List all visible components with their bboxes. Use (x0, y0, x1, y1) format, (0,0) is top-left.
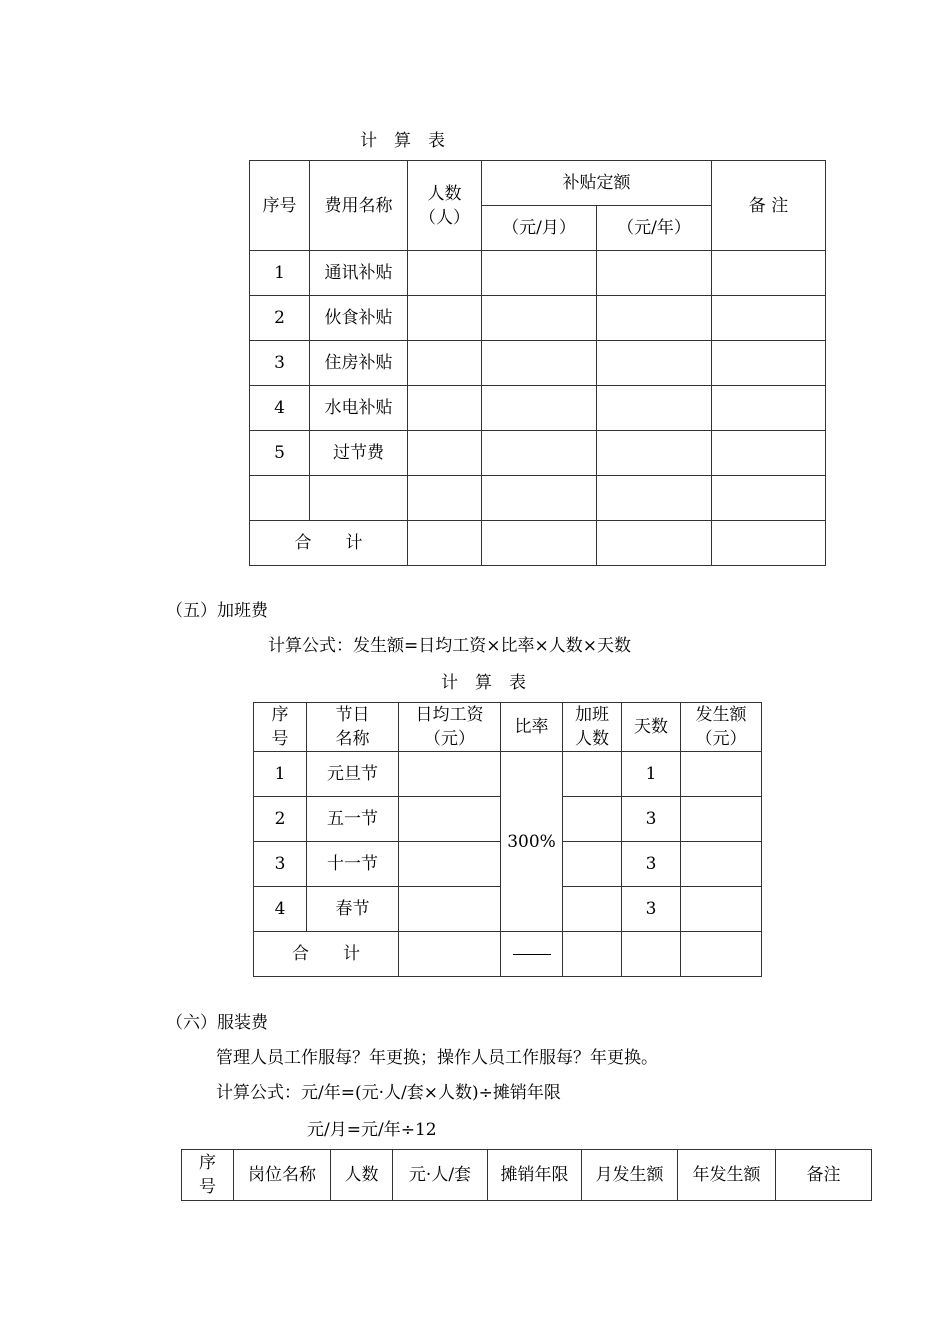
row-name (310, 476, 408, 521)
header-amount (681, 703, 762, 752)
rate-value: 300% (501, 752, 563, 932)
row-holiday: 十一节 (307, 842, 399, 887)
table-row (250, 386, 826, 431)
section5-heading: （五）加班费 (166, 601, 268, 621)
header-yearly-amount: 年发生额 (678, 1150, 776, 1201)
row-name: 过节费 (310, 431, 408, 476)
header-seq: 序号 (250, 161, 310, 251)
header-amount-line2: （元） (695, 729, 747, 749)
section6-heading: （六）服装费 (166, 1013, 268, 1033)
row-seq: 2 (254, 797, 307, 842)
table-row (254, 752, 762, 797)
table1-title: 计 算 表 (360, 131, 445, 151)
header-rate: 比率 (501, 703, 563, 752)
total-row (250, 521, 826, 566)
header-unit-cost: 元·人/套 (393, 1150, 488, 1201)
row-days: 3 (622, 842, 681, 887)
total-row (254, 932, 762, 977)
header-days: 天数 (622, 703, 681, 752)
row-seq: 3 (254, 842, 307, 887)
header-holiday (307, 703, 399, 752)
row-seq: 2 (250, 296, 310, 341)
header-seq-line1: 序 (271, 705, 289, 725)
section5-formula: 计算公式：发生额=日均工资×比率×人数×天数 (268, 636, 631, 656)
table-row (250, 296, 826, 341)
header-daily-wage-line2: （元） (424, 729, 475, 749)
header-remark: 备注 (776, 1150, 872, 1201)
table-row (250, 476, 826, 521)
rate-total-dash (501, 932, 563, 977)
header-monthly-amount: 月发生额 (582, 1150, 678, 1201)
header-people-line1: 人数 (427, 183, 462, 204)
header-amount-line1: 发生额 (695, 705, 747, 725)
subsidy-calc-table (249, 160, 826, 566)
row-name: 伙食补贴 (310, 296, 408, 341)
dash-line (513, 954, 551, 955)
total-label: 合 计 (250, 521, 408, 566)
row-seq: 4 (254, 887, 307, 932)
header-ot-line2: 人数 (575, 729, 609, 749)
row-seq: 1 (250, 251, 310, 296)
header-seq-line2: 号 (199, 1177, 216, 1197)
row-seq: 1 (254, 752, 307, 797)
row-name: 水电补贴 (310, 386, 408, 431)
header-overtime-people (563, 703, 622, 752)
header-seq-line1: 序 (199, 1153, 216, 1173)
header-people-line2: （人） (419, 207, 470, 228)
header-post-name: 岗位名称 (234, 1150, 331, 1201)
header-amortization-years: 摊销年限 (488, 1150, 582, 1201)
header-holiday-line2: 名称 (335, 729, 370, 749)
header-expense-name: 费用名称 (310, 161, 408, 251)
header-daily-wage-line1: 日均工资 (415, 705, 484, 725)
header-remark: 备 注 (712, 161, 826, 251)
header-per-month: （元/月） (482, 206, 597, 251)
overtime-calc-table (253, 702, 762, 977)
header-seq (254, 703, 307, 752)
row-seq: 5 (250, 431, 310, 476)
section6-formula-monthly: 元/月=元/年÷12 (307, 1120, 437, 1140)
header-subsidy-quota: 补贴定额 (482, 161, 712, 206)
header-daily-wage (399, 703, 501, 752)
row-seq: 3 (250, 341, 310, 386)
row-seq: 4 (250, 386, 310, 431)
header-holiday-line1: 节日 (335, 705, 370, 725)
table-row (250, 251, 826, 296)
header-people (408, 161, 482, 251)
table-row (250, 431, 826, 476)
row-name: 住房补贴 (310, 341, 408, 386)
total-label: 合 计 (254, 932, 399, 977)
header-people: 人数 (331, 1150, 393, 1201)
row-seq (250, 476, 310, 521)
header-per-year: （元/年） (597, 206, 712, 251)
section6-formula-yearly: 计算公式：元/年=(元·人/套×人数)÷摊销年限 (216, 1083, 561, 1103)
section6-renewal-note: 管理人员工作服每？年更换；操作人员工作服每？年更换。 (216, 1048, 658, 1068)
row-days: 3 (622, 887, 681, 932)
uniform-calc-table (181, 1149, 872, 1201)
row-holiday: 春节 (307, 887, 399, 932)
header-seq-line2: 号 (271, 729, 289, 749)
header-ot-line1: 加班 (575, 705, 609, 725)
header-seq (182, 1150, 234, 1201)
row-days: 1 (622, 752, 681, 797)
table2-title: 计 算 表 (441, 673, 526, 693)
row-days: 3 (622, 797, 681, 842)
row-holiday: 五一节 (307, 797, 399, 842)
row-name: 通讯补贴 (310, 251, 408, 296)
table-row (250, 341, 826, 386)
row-holiday: 元旦节 (307, 752, 399, 797)
